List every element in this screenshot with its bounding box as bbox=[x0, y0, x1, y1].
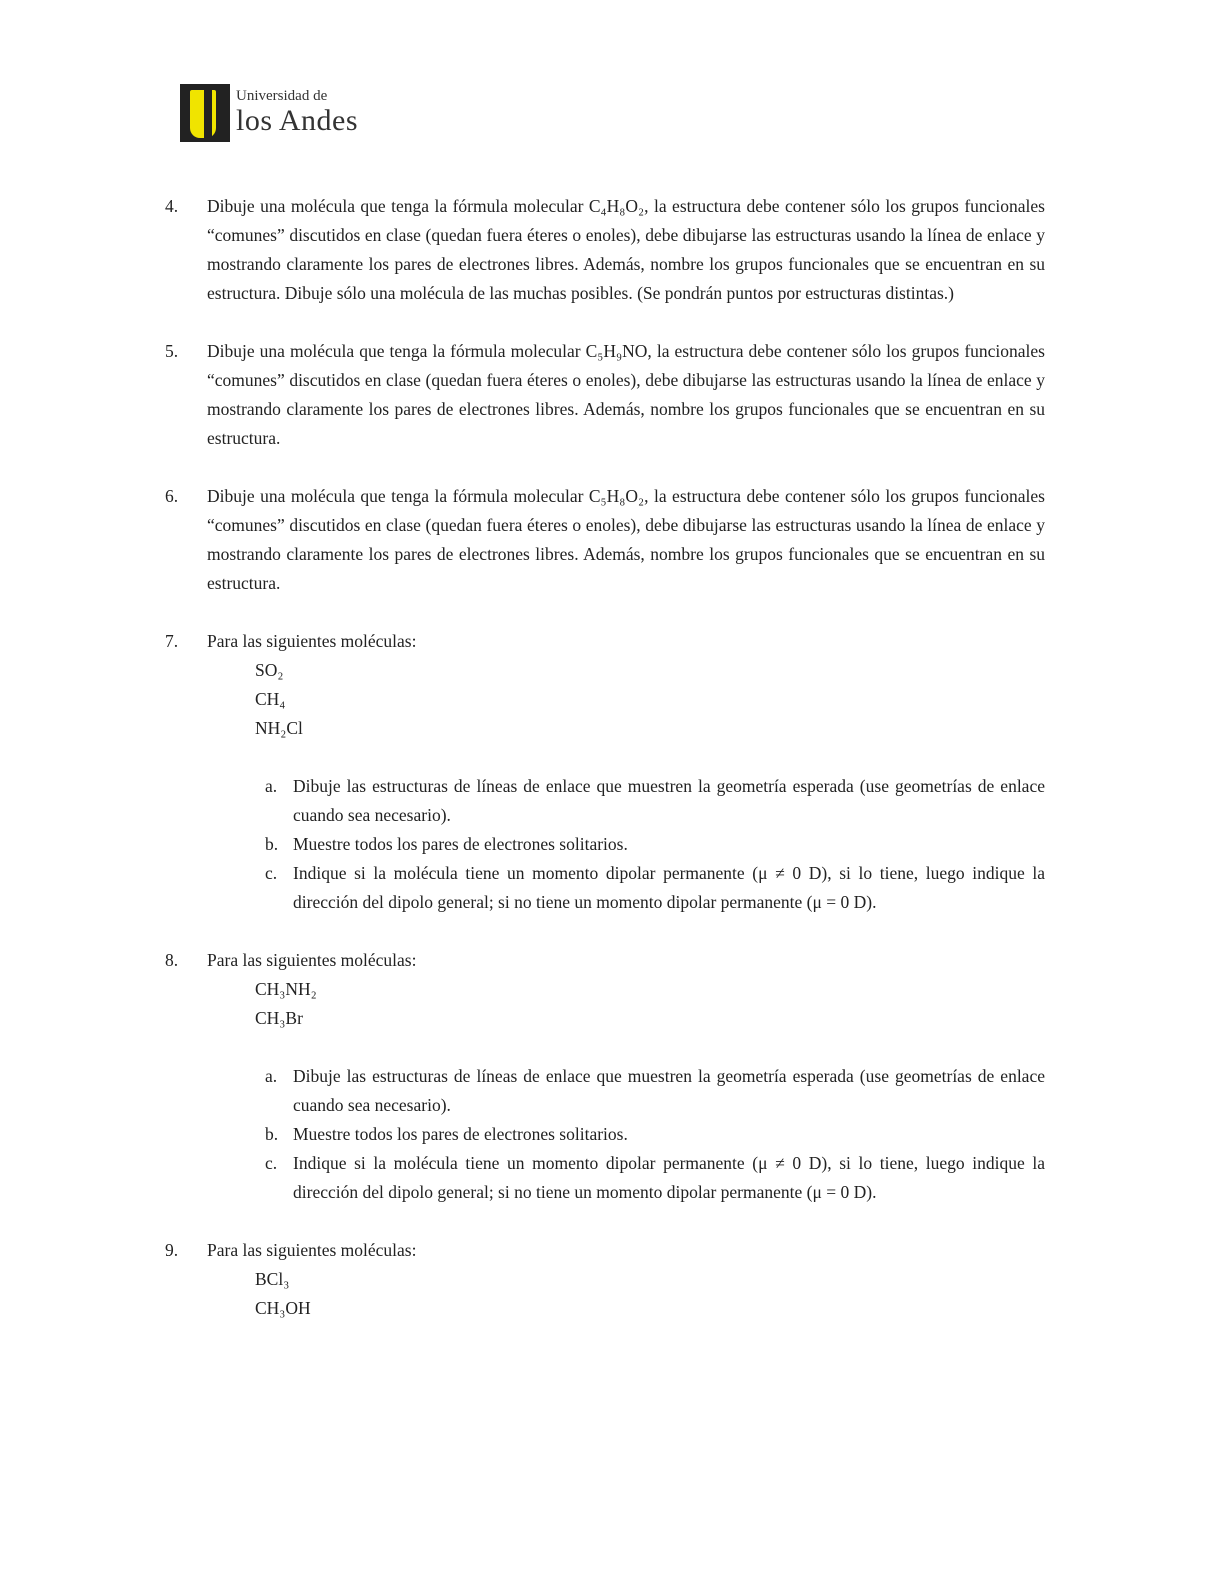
molecule-list bbox=[207, 656, 1045, 743]
subquestion-list bbox=[207, 772, 1045, 917]
subquestion-letter: a. bbox=[265, 1066, 278, 1086]
question-4 bbox=[165, 192, 1045, 308]
subquestion-text: Muestre todos los pares de electrones solitarios. bbox=[293, 1124, 628, 1144]
molecule: NH₂Cl bbox=[255, 718, 303, 738]
question-5 bbox=[165, 337, 1045, 453]
question-9 bbox=[165, 1236, 1045, 1323]
subquestion-b bbox=[265, 830, 1045, 859]
subquestion-letter: b. bbox=[265, 834, 279, 854]
molecule: CH₃NH₂ bbox=[255, 979, 317, 999]
question-number: 8. bbox=[165, 950, 179, 970]
logo-line-1: Universidad de bbox=[236, 88, 328, 104]
document-body bbox=[165, 192, 1045, 1323]
subquestion-b bbox=[265, 1120, 1045, 1149]
question-text: Dibuje una molécula que tenga la fórmula molecular C₄H₈O₂, la estructura debe contener sólo los grupos funcionales “comunes” discutidos en clase (quedan fuera éteres o enoles), debe dibujarse las estructuras usando la línea de enlace y mostrando claramente los pares de electrones libres. Además, nombre los grupos funcionales que se encuentran en su estructura. Dibuje sólo una molécula de las muchas posibles. (Se pondrán puntos por estructuras distintas.) bbox=[207, 196, 1045, 303]
subquestion-text: Indique si la molécula tiene un momento dipolar permanente (μ ≠ 0 D), si lo tiene, luego indique la dirección del dipolo general; si no tiene un momento dipolar permanente (μ = 0 D). bbox=[293, 1153, 1045, 1202]
university-logo bbox=[180, 84, 385, 144]
question-number: 5. bbox=[165, 341, 179, 361]
subquestion-letter: a. bbox=[265, 776, 278, 796]
subquestion-a bbox=[265, 1062, 1045, 1120]
subquestion-c bbox=[265, 859, 1045, 917]
molecule: CH₃Br bbox=[255, 1008, 303, 1028]
subquestion-letter: b. bbox=[265, 1124, 279, 1144]
subquestion-text: Dibuje las estructuras de líneas de enlace que muestren la geometría esperada (use geometrías de enlace cuando sea necesario). bbox=[293, 776, 1045, 825]
question-text: Dibuje una molécula que tenga la fórmula molecular C₅H₉NO, la estructura debe contener sólo los grupos funcionales “comunes” discutidos en clase (quedan fuera éteres o enoles), debe dibujarse las estructuras usando la línea de enlace y mostrando claramente los pares de electrones libres. Además, nombre los grupos funcionales que se encuentran en su estructura. bbox=[207, 341, 1045, 448]
subquestion-list bbox=[207, 1062, 1045, 1207]
subquestion-c bbox=[265, 1149, 1045, 1207]
molecule: CH₃OH bbox=[255, 1298, 311, 1318]
question-text: Para las siguientes moléculas: bbox=[207, 631, 417, 651]
question-8 bbox=[165, 946, 1045, 1207]
question-number: 6. bbox=[165, 486, 179, 506]
question-number: 9. bbox=[165, 1240, 179, 1260]
subquestion-text: Indique si la molécula tiene un momento dipolar permanente (μ ≠ 0 D), si lo tiene, luego indique la dirección del dipolo general; si no tiene un momento dipolar permanente (μ = 0 D). bbox=[293, 863, 1045, 912]
logo-emblem-icon bbox=[180, 84, 230, 142]
question-6 bbox=[165, 482, 1045, 598]
question-number: 4. bbox=[165, 196, 179, 216]
molecule-list bbox=[207, 1265, 1045, 1323]
subquestion-text: Dibuje las estructuras de líneas de enlace que muestren la geometría esperada (use geometrías de enlace cuando sea necesario). bbox=[293, 1066, 1045, 1115]
question-number: 7. bbox=[165, 631, 179, 651]
subquestion-a bbox=[265, 772, 1045, 830]
molecule: SO₂ bbox=[255, 660, 284, 680]
question-text: Para las siguientes moléculas: bbox=[207, 950, 417, 970]
molecule: BCl₃ bbox=[255, 1269, 290, 1289]
question-text: Dibuje una molécula que tenga la fórmula molecular C₅H₈O₂, la estructura debe contener sólo los grupos funcionales “comunes” discutidos en clase (quedan fuera éteres o enoles), debe dibujarse las estructuras usando la línea de enlace y mostrando claramente los pares de electrones libres. Además, nombre los grupos funcionales que se encuentran en su estructura. bbox=[207, 486, 1045, 593]
molecule: CH₄ bbox=[255, 689, 286, 709]
molecule-list bbox=[207, 975, 1045, 1033]
question-text: Para las siguientes moléculas: bbox=[207, 1240, 417, 1260]
subquestion-letter: c. bbox=[265, 1153, 278, 1173]
subquestion-text: Muestre todos los pares de electrones solitarios. bbox=[293, 834, 628, 854]
logo-line-2: los Andes bbox=[236, 104, 359, 137]
question-7 bbox=[165, 627, 1045, 917]
subquestion-letter: c. bbox=[265, 863, 278, 883]
